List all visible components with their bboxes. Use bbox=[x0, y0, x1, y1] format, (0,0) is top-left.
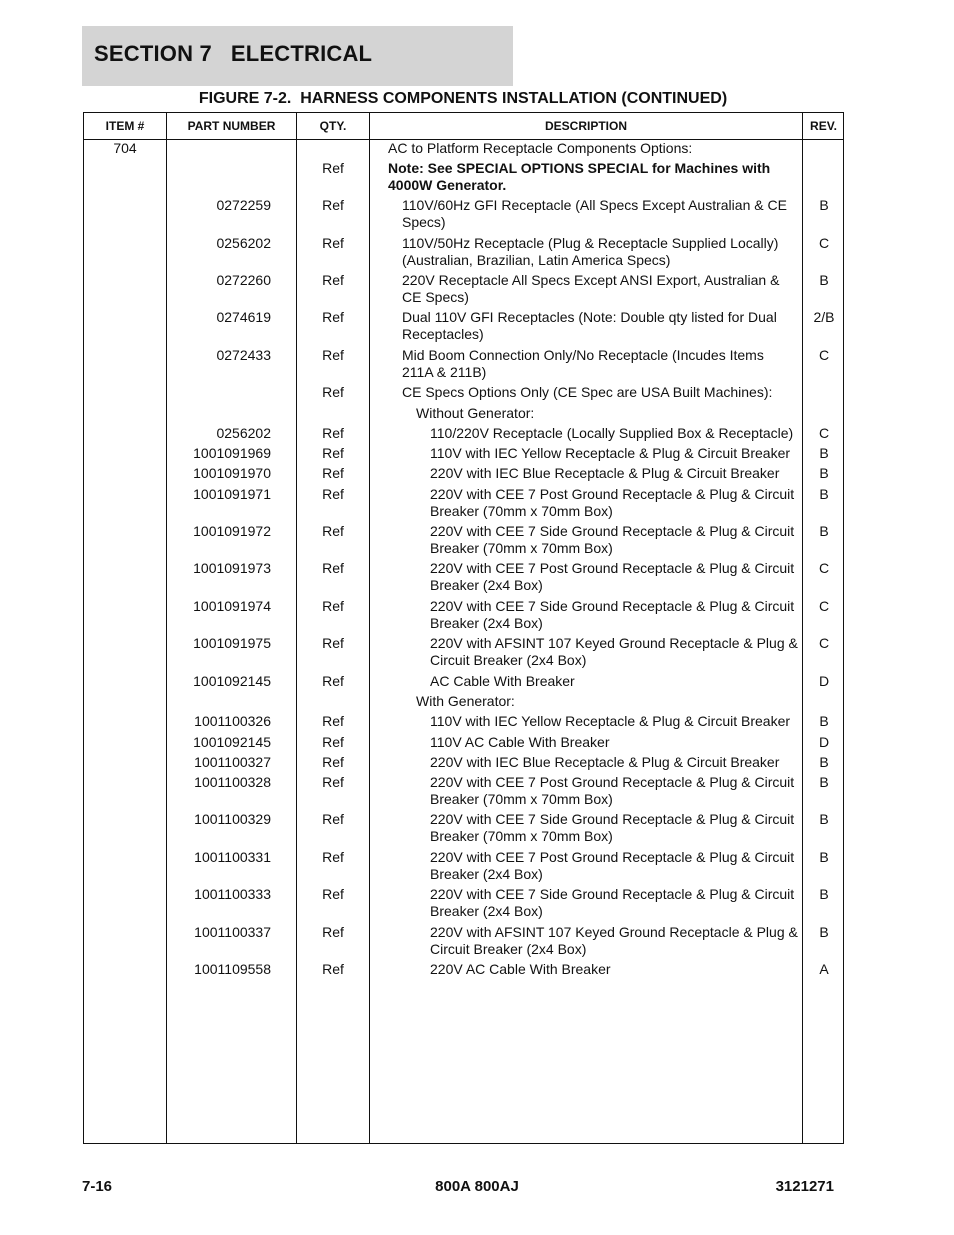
quantity-cell: Ref bbox=[322, 754, 344, 770]
table-header bbox=[84, 113, 843, 140]
part-number-cell: 0272259 bbox=[216, 197, 271, 213]
quantity-cell: Ref bbox=[322, 160, 344, 176]
part-number-cell: 0274619 bbox=[216, 309, 271, 325]
description-cell: With Generator: bbox=[416, 693, 515, 709]
revision-cell: C bbox=[818, 635, 830, 651]
revision-cell: C bbox=[818, 235, 830, 251]
header-description: DESCRIPTION bbox=[544, 119, 627, 133]
description-cell: 110/220V Receptacle (Locally Supplied Box & Receptacle) bbox=[430, 425, 794, 441]
revision-cell: C bbox=[818, 598, 830, 614]
quantity-cell: Ref bbox=[322, 560, 344, 576]
part-number-cell: 1001092145 bbox=[193, 673, 271, 689]
part-number-cell: 1001100326 bbox=[194, 713, 271, 729]
revision-cell: B bbox=[819, 465, 829, 481]
table-row bbox=[84, 886, 843, 924]
table-row bbox=[84, 523, 843, 560]
description-cell: Dual 110V GFI Receptacles (Note: Double qty listed for Dual Receptacles) bbox=[402, 309, 777, 342]
revision-cell: B bbox=[819, 445, 829, 461]
part-number-cell: 1001109558 bbox=[194, 961, 271, 977]
description-cell: Note: See SPECIAL OPTIONS SPECIAL for Machines with 4000W Generator. bbox=[388, 160, 771, 193]
header-part-number: PART NUMBER bbox=[187, 119, 276, 133]
table-row bbox=[84, 849, 843, 886]
part-number-cell: 1001100333 bbox=[194, 886, 271, 902]
part-number-cell: 1001091974 bbox=[193, 598, 271, 614]
table-row bbox=[84, 486, 843, 523]
table-row bbox=[84, 347, 843, 384]
quantity-cell: Ref bbox=[322, 635, 344, 651]
quantity-cell: Ref bbox=[322, 425, 344, 441]
table-row bbox=[84, 713, 843, 734]
quantity-cell: Ref bbox=[322, 197, 344, 213]
table-row bbox=[84, 924, 843, 961]
table-row bbox=[84, 425, 843, 445]
revision-cell: B bbox=[819, 486, 829, 502]
table-row bbox=[84, 673, 843, 693]
quantity-cell: Ref bbox=[322, 465, 344, 481]
part-number-cell: 0256202 bbox=[216, 425, 271, 441]
table-row bbox=[84, 774, 843, 811]
part-number-cell: 0272260 bbox=[216, 272, 271, 288]
revision-cell: B bbox=[819, 924, 829, 940]
table-row bbox=[84, 635, 843, 673]
table-body bbox=[84, 140, 843, 981]
revision-cell: B bbox=[819, 523, 829, 539]
description-cell: 110V AC Cable With Breaker bbox=[430, 734, 610, 750]
footer-doc-number: 3121271 bbox=[775, 1178, 834, 1195]
part-number-cell: 1001091970 bbox=[193, 465, 271, 481]
quantity-cell: Ref bbox=[322, 598, 344, 614]
quantity-cell: Ref bbox=[322, 309, 344, 325]
header-qty: QTY. bbox=[319, 119, 347, 133]
description-cell: 220V with CEE 7 Side Ground Receptacle & Plug & Circuit Breaker (2x4 Box) bbox=[430, 886, 795, 919]
part-number-cell: 1001091973 bbox=[193, 560, 271, 576]
table-row bbox=[84, 811, 843, 849]
revision-cell: B bbox=[819, 811, 829, 827]
part-number-cell: 1001091975 bbox=[193, 635, 271, 651]
table-row bbox=[84, 445, 843, 465]
description-cell: CE Specs Options Only (CE Spec are USA Built Machines): bbox=[402, 384, 773, 400]
quantity-cell: Ref bbox=[322, 445, 344, 461]
revision-cell: D bbox=[818, 734, 830, 750]
description-cell: 220V with AFSINT 107 Keyed Ground Receptacle & Plug & Circuit Breaker (2x4 Box) bbox=[430, 635, 798, 668]
revision-cell: C bbox=[818, 425, 830, 441]
table-row bbox=[84, 140, 843, 160]
table-row bbox=[84, 405, 843, 425]
table-row bbox=[84, 197, 843, 235]
header-rev: REV. bbox=[810, 119, 837, 133]
part-number-cell: 0272433 bbox=[216, 347, 271, 363]
part-number-cell: 1001100328 bbox=[194, 774, 271, 790]
revision-cell: B bbox=[819, 849, 829, 865]
table-row bbox=[84, 235, 843, 272]
part-number-cell: 1001092145 bbox=[193, 734, 271, 750]
quantity-cell: Ref bbox=[322, 849, 344, 865]
table-row bbox=[84, 272, 843, 309]
quantity-cell: Ref bbox=[322, 886, 344, 902]
table-row bbox=[84, 384, 843, 405]
revision-cell: C bbox=[818, 347, 830, 363]
section-header bbox=[82, 26, 513, 86]
header-item: ITEM # bbox=[105, 119, 145, 133]
description-cell: 220V with CEE 7 Side Ground Receptacle & Plug & Circuit Breaker (70mm x 70mm Box) bbox=[430, 523, 795, 556]
description-cell: 220V with CEE 7 Post Ground Receptacle & Plug & Circuit Breaker (70mm x 70mm Box) bbox=[430, 774, 795, 807]
description-cell: 220V with AFSINT 107 Keyed Ground Receptacle & Plug & Circuit Breaker (2x4 Box) bbox=[430, 924, 798, 957]
revision-cell: 2/B bbox=[813, 309, 835, 325]
table-row bbox=[84, 693, 843, 713]
quantity-cell: Ref bbox=[322, 811, 344, 827]
part-number-cell: 1001091971 bbox=[193, 486, 271, 502]
quantity-cell: Ref bbox=[322, 924, 344, 940]
revision-cell: B bbox=[819, 886, 829, 902]
description-cell: 220V with IEC Blue Receptacle & Plug & Circuit Breaker bbox=[430, 754, 780, 770]
table-row bbox=[84, 598, 843, 635]
parts-table bbox=[83, 112, 844, 1144]
part-number-cell: 1001091969 bbox=[193, 445, 271, 461]
description-cell: 110V/60Hz GFI Receptacle (All Specs Except Australian & CE Specs) bbox=[402, 197, 787, 230]
description-cell: 220V with CEE 7 Side Ground Receptacle & Plug & Circuit Breaker (2x4 Box) bbox=[430, 598, 795, 631]
footer-page-number: 7-16 bbox=[82, 1178, 113, 1195]
quantity-cell: Ref bbox=[322, 734, 344, 750]
revision-cell: B bbox=[819, 774, 829, 790]
quantity-cell: Ref bbox=[322, 235, 344, 251]
table-row bbox=[84, 754, 843, 774]
section-title: SECTION 7 ELECTRICAL bbox=[94, 41, 373, 66]
table-row bbox=[84, 465, 843, 486]
revision-cell: B bbox=[819, 197, 829, 213]
part-number-cell: 1001100337 bbox=[194, 924, 271, 940]
quantity-cell: Ref bbox=[322, 961, 344, 977]
quantity-cell: Ref bbox=[322, 486, 344, 502]
part-number-cell: 0256202 bbox=[216, 235, 271, 251]
revision-cell: B bbox=[819, 713, 829, 729]
quantity-cell: Ref bbox=[322, 384, 344, 400]
description-cell: 220V with CEE 7 Post Ground Receptacle & Plug & Circuit Breaker (2x4 Box) bbox=[430, 849, 795, 882]
revision-cell: B bbox=[819, 272, 829, 288]
part-number-cell: 1001091972 bbox=[193, 523, 271, 539]
description-cell: 110V/50Hz Receptacle (Plug & Receptacle Supplied Locally) (Australian, Brazilian, Latin America Specs) bbox=[402, 235, 779, 268]
quantity-cell: Ref bbox=[322, 347, 344, 363]
description-cell: 220V Receptacle All Specs Except ANSI Export, Australian & CE Specs) bbox=[402, 272, 780, 305]
footer-model: 800A 800AJ bbox=[435, 1178, 519, 1195]
figure-title: FIGURE 7-2. HARNESS COMPONENTS INSTALLATION (CONTINUED) bbox=[198, 90, 728, 107]
revision-cell: B bbox=[819, 754, 829, 770]
description-cell: 110V with IEC Yellow Receptacle & Plug & Circuit Breaker bbox=[430, 445, 791, 461]
quantity-cell: Ref bbox=[322, 272, 344, 288]
table-row bbox=[84, 309, 843, 347]
description-cell: 220V with CEE 7 Post Ground Receptacle & Plug & Circuit Breaker (70mm x 70mm Box) bbox=[430, 486, 795, 519]
description-cell: Mid Boom Connection Only/No Receptacle (Incudes Items 211A & 211B) bbox=[402, 347, 764, 380]
part-number-cell: 1001100331 bbox=[194, 849, 271, 865]
description-cell: AC Cable With Breaker bbox=[430, 673, 575, 689]
table-row bbox=[84, 734, 843, 754]
revision-cell: C bbox=[818, 560, 830, 576]
description-cell: 220V with CEE 7 Side Ground Receptacle & Plug & Circuit Breaker (70mm x 70mm Box) bbox=[430, 811, 795, 844]
revision-cell: A bbox=[819, 961, 829, 977]
part-number-cell: 1001100329 bbox=[194, 811, 271, 827]
description-cell: 220V AC Cable With Breaker bbox=[430, 961, 611, 977]
description-cell: AC to Platform Receptacle Components Options: bbox=[388, 140, 693, 156]
description-cell: 220V with CEE 7 Post Ground Receptacle & Plug & Circuit Breaker (2x4 Box) bbox=[430, 560, 795, 593]
description-cell: 220V with IEC Blue Receptacle & Plug & Circuit Breaker bbox=[430, 465, 780, 481]
quantity-cell: Ref bbox=[322, 523, 344, 539]
table-row bbox=[84, 160, 843, 197]
table-row bbox=[84, 560, 843, 598]
revision-cell: D bbox=[818, 673, 830, 689]
quantity-cell: Ref bbox=[322, 673, 344, 689]
part-number-cell: 1001100327 bbox=[194, 754, 271, 770]
description-cell: Without Generator: bbox=[416, 405, 535, 421]
quantity-cell: Ref bbox=[322, 713, 344, 729]
quantity-cell: Ref bbox=[322, 774, 344, 790]
table-row bbox=[84, 961, 843, 981]
item-number-cell: 704 bbox=[113, 140, 137, 156]
description-cell: 110V with IEC Yellow Receptacle & Plug & Circuit Breaker bbox=[430, 713, 791, 729]
